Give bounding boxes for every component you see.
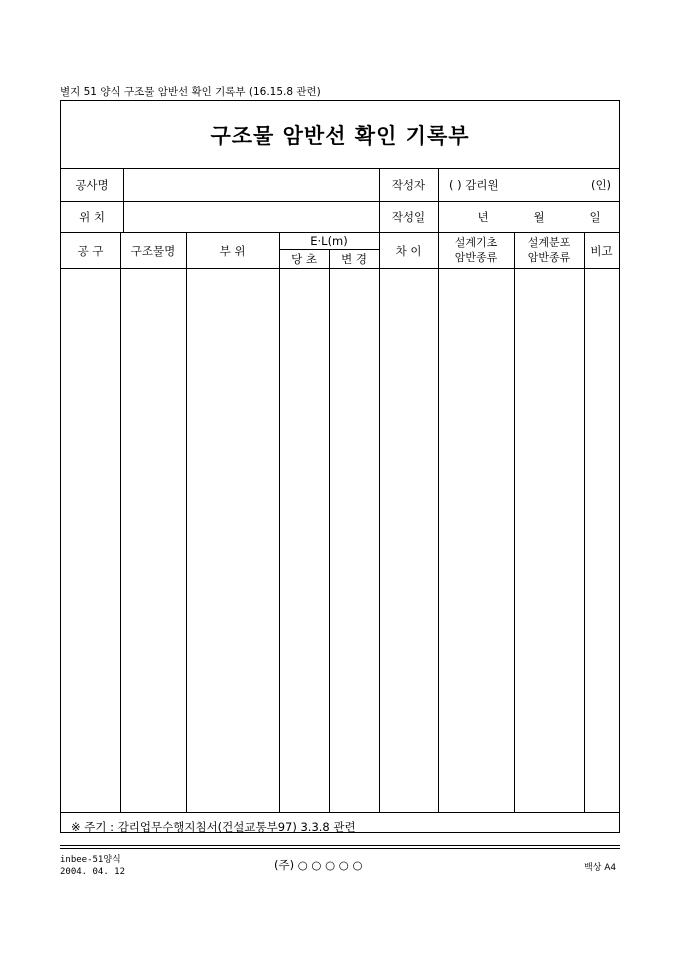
divider-line xyxy=(438,232,439,812)
col-header-text: 암반종류 xyxy=(527,250,571,264)
col-header-el-original: 당 초 xyxy=(291,252,317,266)
form-title: 구조물 암반선 확인 기록부 xyxy=(210,122,470,148)
footer-rule xyxy=(60,845,620,846)
col-header-design-distribution xyxy=(514,233,584,268)
col-header-text: 설계기초 xyxy=(454,235,498,249)
project-name-field[interactable] xyxy=(124,169,379,201)
form-code: inbee-51양식 xyxy=(60,855,121,865)
col-header-el: E·L(m) xyxy=(310,234,348,248)
footer-rule xyxy=(60,848,620,849)
col-header-remarks: 비고 xyxy=(590,243,613,258)
form-caption: 별지 51 양식 구조물 암반선 확인 기록부 (16.15.8 관련) xyxy=(60,86,321,98)
col-header-design-foundation xyxy=(438,233,514,268)
divider-line xyxy=(584,232,585,812)
location-label: 위 치 xyxy=(79,210,105,224)
paper-size: 백상 A4 xyxy=(584,863,617,873)
project-name-label: 공사명 xyxy=(75,178,109,192)
date-month[interactable]: 월 xyxy=(533,210,545,224)
record-form xyxy=(60,100,620,833)
divider-line xyxy=(61,268,619,269)
author-label: 작성자 xyxy=(391,178,426,192)
col-header-el-changed: 변 경 xyxy=(341,252,367,266)
divider-line xyxy=(120,232,121,812)
divider-line xyxy=(514,232,515,812)
col-header-text: 암반종류 xyxy=(454,250,498,264)
divider-line xyxy=(379,232,380,812)
col-header-difference: 차 이 xyxy=(395,243,422,258)
col-header-text: 설계분포 xyxy=(527,235,571,249)
col-header-section: 공 구 xyxy=(77,243,104,258)
col-header-structure: 구조물명 xyxy=(130,243,176,258)
location-field[interactable] xyxy=(124,202,379,232)
divider-line xyxy=(61,812,619,813)
footnote: ※ 주기 : 감리업무수행지침서(건설교통부97) 3.3.8 관련 xyxy=(71,820,356,834)
company-name: (주) ○ ○ ○ ○ ○ xyxy=(274,858,363,872)
date-day[interactable]: 일 xyxy=(589,210,601,224)
divider-line xyxy=(186,232,187,812)
date-label: 작성일 xyxy=(391,210,426,224)
seal-mark: (인) xyxy=(590,178,612,192)
col-header-part: 부 위 xyxy=(219,243,246,258)
divider-line xyxy=(438,168,439,232)
divider-line xyxy=(329,249,330,812)
divider-line xyxy=(279,232,280,812)
author-field[interactable]: ( ) 감리원 xyxy=(449,178,499,192)
form-date: 2004. 04. 12 xyxy=(60,867,126,877)
date-year[interactable]: 년 xyxy=(477,210,489,224)
